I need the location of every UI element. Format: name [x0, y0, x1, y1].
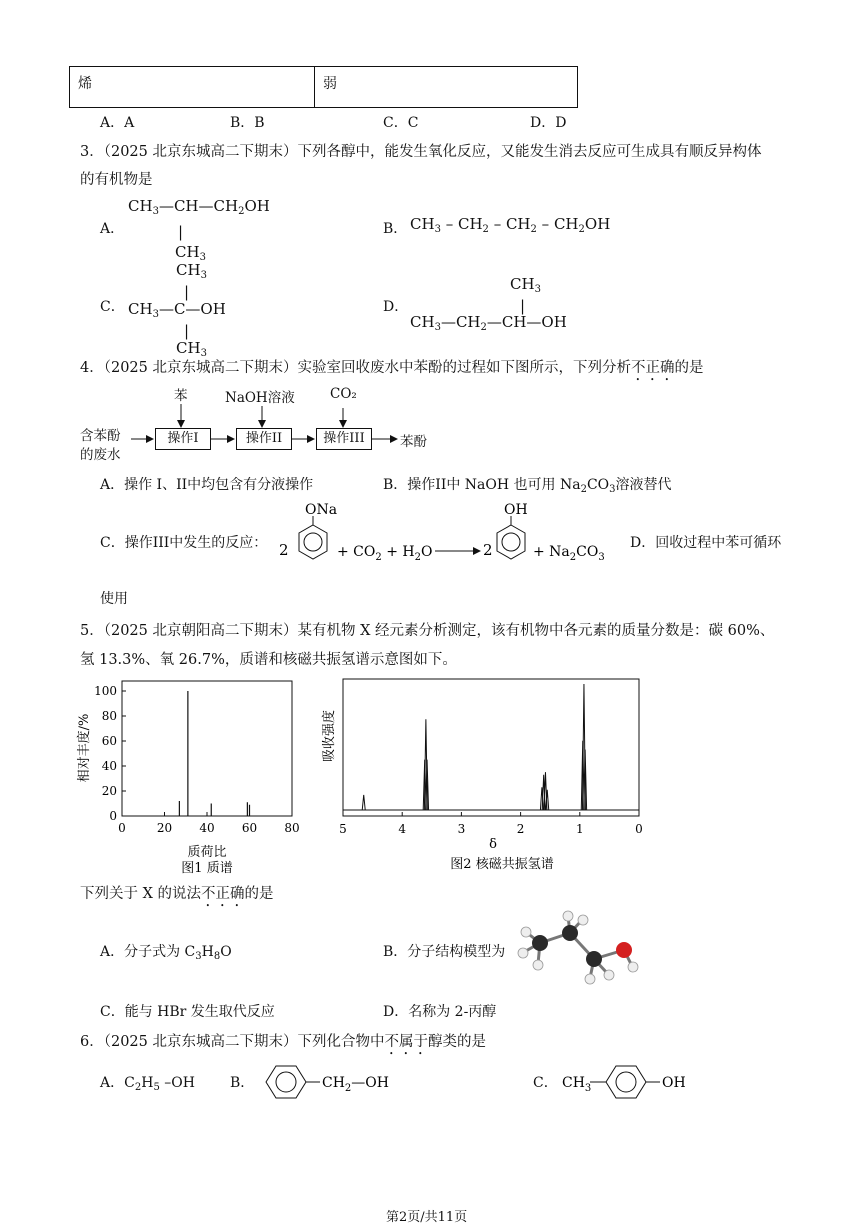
q4-stem-emphasis: 不正确 — [630, 360, 675, 376]
q3-stem-line2: 的有机物是 — [80, 172, 153, 188]
q3-option-c-label[interactable]: C． — [100, 299, 125, 315]
q3-stem-line1: 3．（2025 北京东城高二下期末）下列各醇中，能发生氧化反应，又能发生消去反应可生成具有顺反异构体 — [80, 144, 762, 160]
q5-option-a[interactable]: A．分子式为 $C_3H_8O$ — [100, 944, 232, 962]
q6-stem-text: 6．（2025 北京东城高二下期末）下列化合物中 — [80, 1034, 385, 1050]
molecular-model-image — [512, 910, 642, 990]
q5-option-c[interactable]: C．能与 HBr 发生取代反应 — [100, 1004, 275, 1020]
flow-reagent-1: 苯 — [174, 388, 188, 404]
svg-text:CH2—OH: $CH_2—OH$ — [322, 1075, 389, 1094]
q5-question-suffix: 的是 — [244, 886, 274, 902]
svg-text:OH: OH — [504, 502, 528, 518]
flow-input-line2: 的废水 — [80, 447, 121, 463]
q4-option-d-line1[interactable]: D．回收过程中苯可循环 — [630, 535, 782, 551]
q6-option-c[interactable] — [533, 1072, 558, 1092]
mass-spectrum-chart — [72, 676, 312, 876]
flow-reagent-3: CO₂ — [330, 386, 357, 402]
q4-option-b[interactable]: B．操作II中 NaOH 也可用 $Na_2CO_3$溶液替代 — [383, 477, 672, 495]
flow-output: 苯酚 — [400, 434, 427, 450]
chart-frame — [343, 679, 639, 816]
table-cell: 弱 — [315, 67, 578, 108]
q6-option-c-label: C． — [533, 1075, 558, 1091]
q6-option-b-label: B． — [230, 1075, 255, 1091]
q5-question — [80, 882, 274, 910]
q4-option-d-line2: 使用 — [100, 591, 128, 607]
x-tick-label: 3 — [457, 822, 466, 836]
q2-option-d[interactable]: D．D — [530, 115, 567, 131]
q6-option-a[interactable] — [100, 1072, 195, 1093]
q3-option-d-label[interactable]: D． — [383, 299, 409, 315]
benzyl-alcohol-structure — [256, 1062, 416, 1102]
q6-option-a-label: A． — [100, 1075, 125, 1091]
q5-question-emphasis: 不正确 — [201, 886, 245, 902]
q4-reaction-equation — [275, 500, 625, 590]
x-tick-label: 40 — [199, 821, 215, 835]
q5-question-text: 下列关于 X 的说法 — [80, 886, 202, 902]
q4-option-b-suffix: 溶液替代 — [615, 477, 672, 493]
q2-option-b[interactable]: B．B — [230, 115, 265, 131]
q2-option-a[interactable]: A．A — [100, 115, 135, 131]
page-number: 第2页/共11页 — [386, 1210, 468, 1225]
q4-stem-text: 4．（2025 北京东城高二下期末）实验室回收废水中苯酚的过程如下图所示，下列分析 — [80, 360, 631, 376]
flow-reagent-2: NaOH溶液 — [225, 390, 295, 406]
phenol-ring — [497, 502, 528, 559]
q5-stem-line1: 5．（2025 北京朝阳高二下期末）某有机物 X 经元素分析测定，该有机物中各元素的质量分数是：碳 60%、 — [80, 623, 775, 639]
x-tick-label: 20 — [156, 821, 173, 835]
nmr-spectrum-chart — [322, 676, 645, 876]
x-axis-label: 质荷比 — [187, 845, 227, 860]
q3-option-b-structure: $CH_3 - CH_2 - CH_2 - CH_2OH$ — [410, 215, 611, 235]
y-tick-label: 60 — [101, 734, 117, 748]
x-tick-label: 1 — [575, 822, 584, 836]
q4-option-c-label[interactable]: C．操作III中发生的反应： — [100, 535, 268, 551]
svg-text:OH: OH — [662, 1075, 686, 1091]
q6-stem — [80, 1030, 486, 1058]
chart-frame — [122, 681, 292, 816]
q4-stem — [80, 356, 703, 384]
q6-option-b[interactable] — [230, 1072, 254, 1092]
y-tick-label: 20 — [101, 784, 117, 798]
q6-stem-suffix: 醇类的是 — [427, 1034, 486, 1050]
x-tick-label: 60 — [241, 821, 258, 835]
p-cresol-structure — [560, 1062, 710, 1102]
q4-option-b-text: B．操作II中 NaOH 也可用 Na — [383, 477, 581, 493]
flow-input-line1: 含苯酚 — [80, 428, 121, 444]
coefficient-2: 2 — [483, 541, 493, 559]
x-tick-label: 80 — [284, 821, 300, 835]
y-tick-label: 0 — [109, 809, 117, 823]
y-axis-label: 相对丰度/% — [77, 713, 92, 783]
svg-text:CH3: $CH_3$ — [562, 1075, 592, 1094]
q3-option-c-structure: $CH_3$ | $CH_3—C—OH$ | $CH_3$ — [128, 261, 226, 359]
flow-op-1: 操作I — [155, 428, 211, 450]
nmr-peak — [362, 795, 365, 810]
ethanol-formula: $C_2H_5$ –OH — [124, 1075, 195, 1093]
y-axis-label: 吸收强度 — [322, 709, 337, 763]
y-tick-label: 40 — [101, 759, 117, 773]
q3-option-b-label[interactable]: B． — [383, 221, 408, 237]
q3-option-d-structure: $CH_3$ | $CH_3—CH_2—CH—OH$ — [410, 275, 567, 333]
q3-option-a-label[interactable]: A． — [100, 221, 125, 237]
x-tick-label: 5 — [339, 822, 347, 836]
x-axis-label: δ — [489, 837, 497, 852]
options-table — [69, 66, 578, 108]
q5-option-a-text: A．分子式为 C — [100, 944, 196, 960]
coefficient-2: 2 — [279, 541, 289, 559]
x-tick-label: 4 — [398, 822, 407, 836]
x-tick-label: 2 — [516, 822, 525, 836]
flow-arrows — [0, 400, 868, 480]
x-tick-label: 0 — [118, 821, 126, 835]
figure-caption: 图2 核磁共振氢谱 — [450, 857, 554, 872]
reaction-products: + $Na_2CO_3$ — [533, 544, 605, 563]
q2-option-c[interactable]: C．C — [383, 115, 419, 131]
q6-stem-emphasis: 不属于 — [384, 1034, 428, 1050]
q4-option-a[interactable]: A．操作 I、II中均包含有分液操作 — [100, 477, 314, 493]
y-tick-label: 100 — [94, 684, 117, 698]
y-tick-label: 80 — [101, 709, 117, 723]
q5-stem-line2: 氢 13.3%、氧 26.7%，质谱和核磁共振氢谱示意图如下。 — [80, 652, 457, 668]
q3-option-a-structure: $CH_3—CH—CH_2OH$ | $CH_3$ — [128, 197, 270, 263]
figure-caption: 图1 质谱 — [181, 861, 233, 876]
q4-stem-suffix: 的是 — [674, 360, 704, 376]
flow-op-3: 操作III — [316, 428, 372, 450]
q5-option-d[interactable]: D．名称为 2-丙醇 — [383, 1004, 497, 1020]
q5-option-b[interactable]: B．分子结构模型为 — [383, 944, 506, 960]
reaction-reactants: + $CO_2 + H_2O$ — [337, 544, 433, 563]
svg-text:ONa: ONa — [305, 502, 338, 518]
table-cell: 烯 — [70, 67, 315, 108]
sodium-phenoxide-ring — [299, 502, 337, 559]
x-tick-label: 0 — [635, 822, 643, 836]
flow-op-2: 操作II — [236, 428, 292, 450]
